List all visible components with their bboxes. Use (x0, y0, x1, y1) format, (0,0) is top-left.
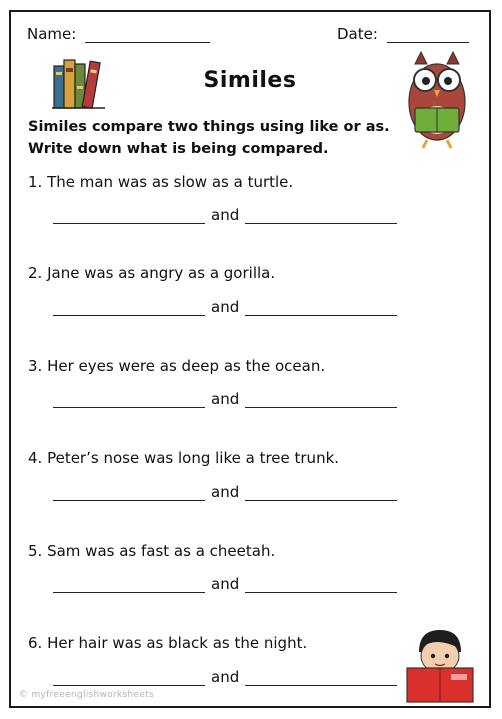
name-field (27, 25, 210, 43)
instruction-line: Similes compare two things using like or as. (28, 119, 390, 135)
answer-blank-left[interactable] (53, 209, 205, 224)
answer-blank-right[interactable] (245, 671, 397, 686)
answer-blank-left[interactable] (53, 393, 205, 408)
answer-row-3 (53, 390, 397, 408)
instruction-line: Write down what is being compared. (28, 141, 329, 157)
question-4: 4. Peter’s nose was long like a tree trunk. (28, 449, 340, 467)
question-6: 6. Her hair was as black as the night. (28, 634, 308, 652)
answer-row-1 (53, 206, 397, 224)
and-label: and (211, 575, 240, 593)
answer-blank-left[interactable] (53, 486, 205, 501)
page-title: Similes (203, 68, 297, 93)
date-field (337, 25, 469, 43)
instructions (28, 116, 390, 160)
answer-row-5 (53, 575, 397, 593)
answer-blank-right[interactable] (245, 393, 397, 408)
answer-blank-left[interactable] (53, 671, 205, 686)
answer-row-2 (53, 298, 397, 316)
and-label: and (211, 298, 240, 316)
name-blank[interactable] (85, 28, 210, 43)
owl-reading-icon (401, 50, 473, 150)
answer-row-6 (53, 668, 397, 686)
answer-row-4 (53, 483, 397, 501)
answer-blank-right[interactable] (245, 209, 397, 224)
answer-blank-right[interactable] (245, 578, 397, 593)
answer-blank-left[interactable] (53, 301, 205, 316)
and-label: and (211, 668, 240, 686)
answer-blank-right[interactable] (245, 486, 397, 501)
answer-blank-left[interactable] (53, 578, 205, 593)
question-5: 5. Sam was as fast as a cheetah. (28, 542, 276, 560)
and-label: and (211, 390, 240, 408)
answer-blank-right[interactable] (245, 301, 397, 316)
and-label: and (211, 206, 240, 224)
worksheet (9, 10, 491, 708)
and-label: and (211, 483, 240, 501)
name-label: Name: (27, 25, 77, 43)
date-label: Date: (337, 25, 378, 43)
question-1: 1. The man was as slow as a turtle. (28, 173, 294, 191)
boy-reading-icon (405, 626, 475, 704)
question-3: 3. Her eyes were as deep as the ocean. (28, 357, 326, 375)
date-blank[interactable] (387, 28, 469, 43)
question-2: 2. Jane was as angry as a gorilla. (28, 264, 276, 282)
footer-watermark: © myfreeenglishworksheets (19, 690, 155, 700)
